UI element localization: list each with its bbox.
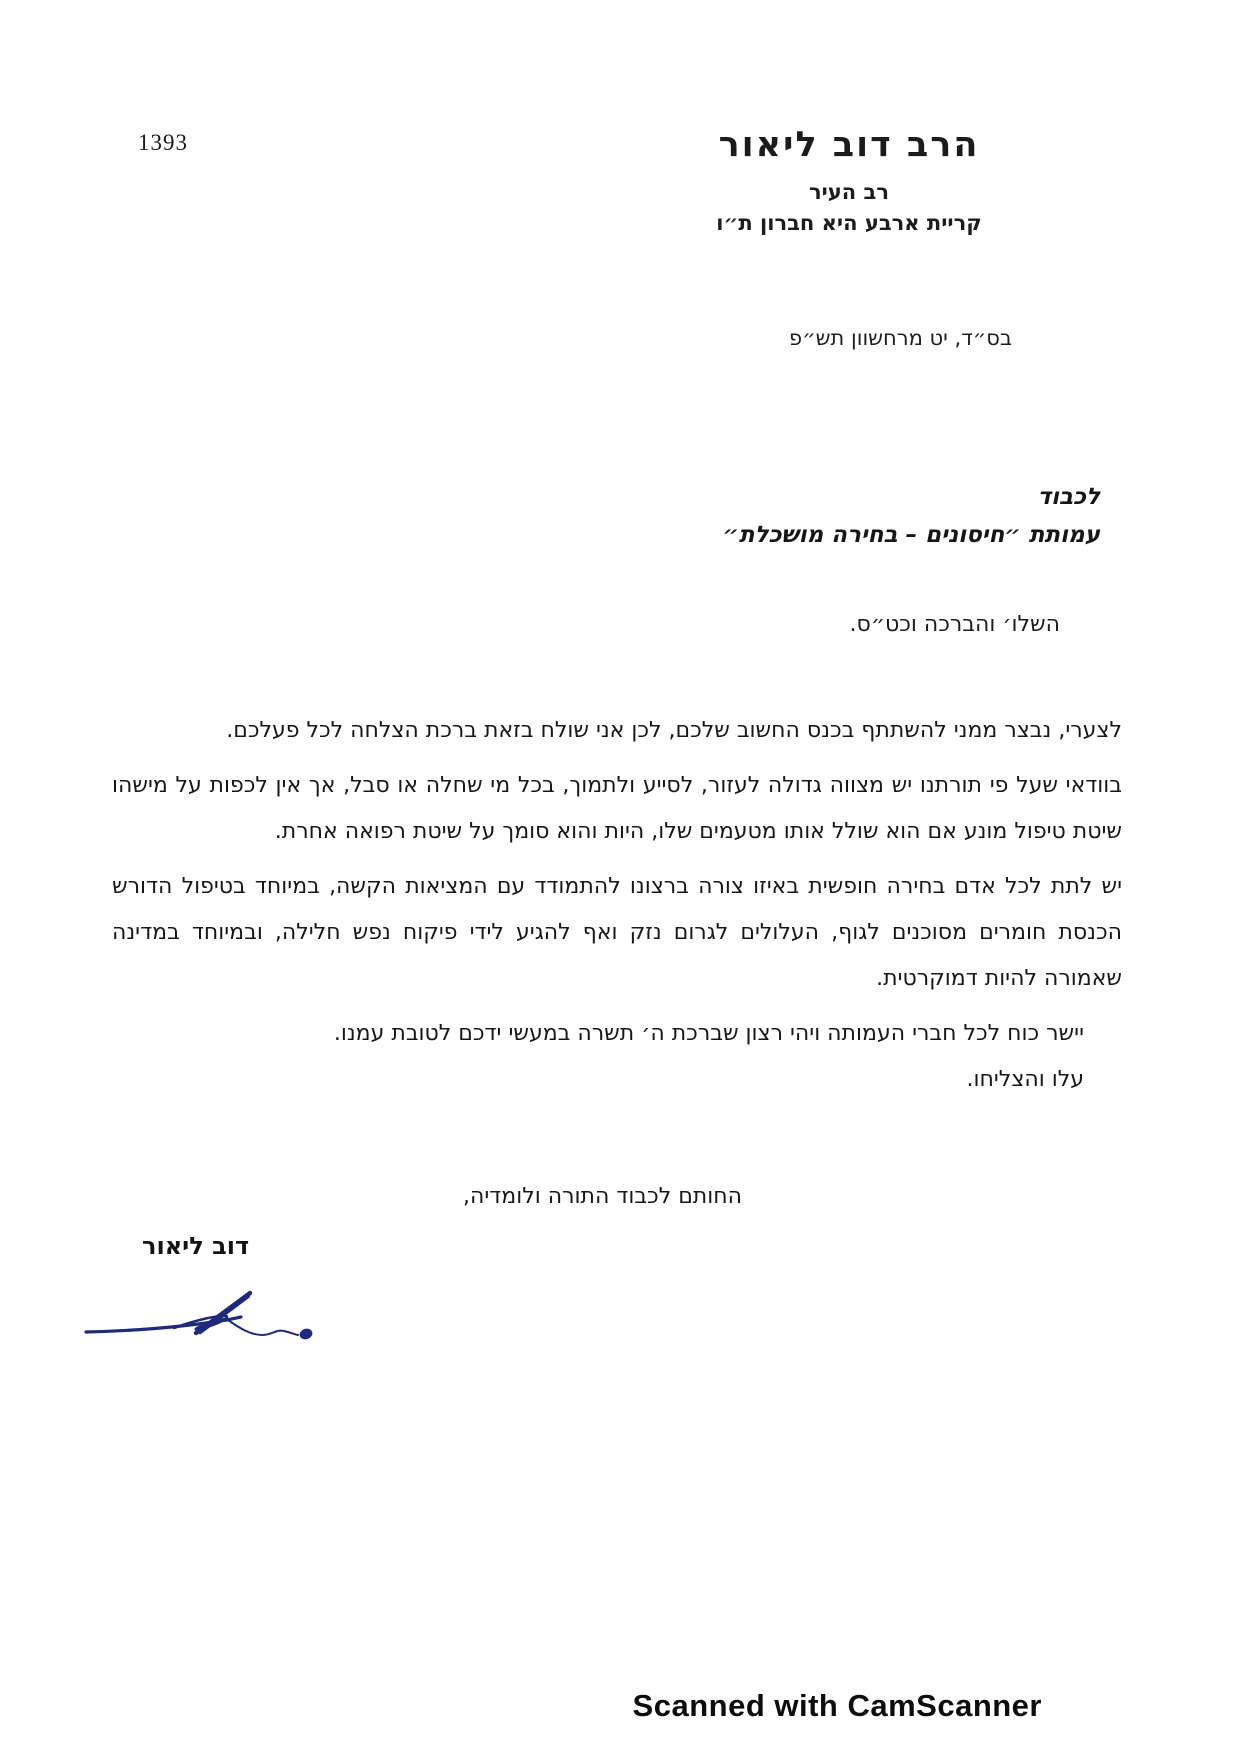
letterhead-city-line: קריית ארבע היא חברון ת״ו	[716, 211, 982, 235]
recipient-name: עמותת ״חיסונים – בחירה מושכלת״	[722, 522, 1100, 548]
greeting-line: השלו׳ והברכה וכט״ס.	[849, 612, 1060, 637]
letter-body	[112, 708, 1122, 1103]
body-paragraph-5: עלו והצליחו.	[966, 1067, 1084, 1092]
letterhead-rabbi-title: רב העיר	[808, 180, 889, 204]
signer-name: דוב ליאור	[142, 1232, 250, 1260]
page-number: 1393	[138, 130, 188, 155]
letterhead	[684, 124, 1014, 235]
body-paragraph-4: יישר כוח לכל חברי העמותה ויהי רצון שברכת ה׳ תשרה במעשי ידכם לטובת עמנו.	[333, 1021, 1084, 1046]
letterhead-rabbi-name: הרב דוב ליאור	[718, 125, 980, 165]
signature-ink-diagonal	[196, 1293, 250, 1333]
recipient-block	[723, 478, 1100, 554]
date-line: בס״ד, יט מרחשוון תש״פ	[789, 326, 1012, 350]
signature-ink-tail	[228, 1320, 298, 1335]
body-paragraph-1: לצערי, נבצר ממני להשתתף בכנס החשוב שלכם, לכן אני שולח בזאת ברכת הצלחה לכל פעלכם.	[226, 718, 1122, 743]
body-paragraph-3: יש לתת לכל אדם בחירה חופשית באיזו צורה ברצונו להתמודד עם המציאות הקשה, במיוחד בטיפול הדורש הכנסת חומרים מסוכנים לגוף, העלולים לגרום נזק ואף להגיע לידי פיקוח נפש חלילה, ובמיוחד במדינה שאמורה להיות דמוקרטית.	[112, 874, 1122, 991]
handwritten-signature	[78, 1272, 336, 1354]
camscanner-watermark: Scanned with CamScanner	[632, 1688, 1042, 1723]
body-paragraph-2: בוודאי שעל פי תורתנו יש מצווה גדולה לעזור, לסייע ולתמוך, בכל מי שחלה או סבל, אך אין לכפות על מישהו שיטת טיפול מונע אם הוא שולל אותו מטעמים שלו, היות והוא סומך על שיטת רפואה אחרת.	[112, 773, 1122, 844]
recipient-salutation: לכבוד	[1037, 484, 1100, 510]
closing-line: החותם לכבוד התורה ולומדיה,	[463, 1184, 742, 1209]
signature-ink-dot	[298, 1327, 314, 1341]
